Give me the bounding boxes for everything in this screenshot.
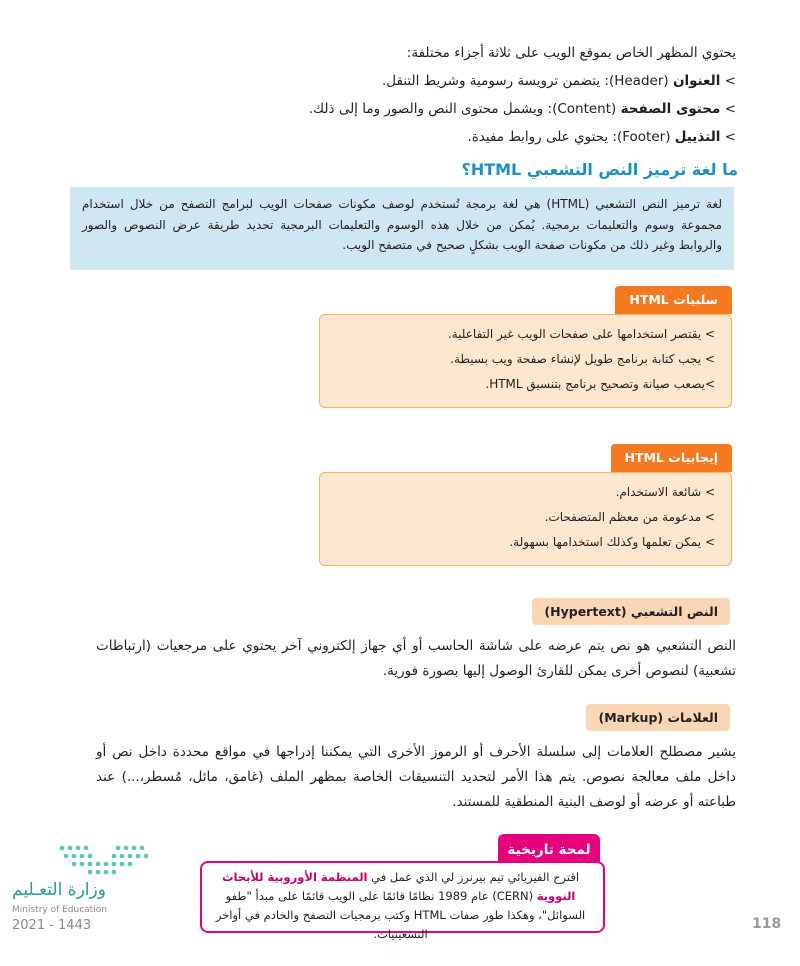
definition-box xyxy=(70,187,734,270)
ministry-name-en: Ministry of Education xyxy=(12,905,107,915)
intro-text: يحتوي المظهر الخاص بموقع الويب على ثلاثة أجزاء مختلفة: xyxy=(406,45,736,61)
cons-item: > يقتصر استخدامها على صفحات الويب غير التفاعلية. xyxy=(447,327,715,341)
intro-desc: (Content): ويشمل محتوى النص والصور وما إلى ذلك. xyxy=(308,101,621,117)
page-number: 118 xyxy=(752,916,782,932)
cons-item: >يصعب صيانة وتصحيح برنامج بتنسيق HTML. xyxy=(485,377,715,391)
ministry-name-ar: وزارة التعـليم xyxy=(12,880,106,900)
intro-item-footer xyxy=(467,127,736,147)
intro-term: التذييل xyxy=(674,129,721,145)
history-highlight: المنظمة الأوروبية للأبحاث النووية xyxy=(221,870,576,903)
cons-title: سلبيات HTML xyxy=(615,286,732,314)
markup-label: العلامات (Markup) xyxy=(586,704,730,731)
pros-item: > شائعة الاستخدام. xyxy=(615,485,715,499)
intro-term: العنوان xyxy=(672,73,721,89)
hypertext-label: النص التشعبي (Hypertext) xyxy=(532,598,730,625)
history-part2: (CERN) عام 1989 نظامًا قائمًا على الويب قائمًا على مبدأ "طفو السوائل"، وهكذا طور صفات HTML وكتب برمجيات التصفح والخادم في أواخر التسعينيات. xyxy=(215,889,586,941)
history-box xyxy=(200,861,605,941)
hypertext-text: النص التشعبي هو نص يتم عرضه على شاشة الحاسب أو أي جهاز إلكتروني آخر يحتوي على مرجعيات (ارتباطات تشعبية) لنصوص أخرى يمكن للقارئ الوصول إليها بصورة فورية. xyxy=(96,638,736,679)
history-text xyxy=(210,868,591,944)
pros-card xyxy=(319,472,732,566)
ministry-logo-icon xyxy=(56,842,152,878)
intro-desc: (Footer): يحتوي على روابط مفيدة. xyxy=(467,129,675,145)
pros-item: > يمكن تعلمها وكذلك استخدامها بسهولة. xyxy=(509,535,715,549)
cons-card xyxy=(319,314,732,408)
definition-text: لغة ترميز النص التشعبي (HTML) هي لغة برمجة تُستخدم لوصف مكونات صفحات الويب لبرامج التصفح من خلال استخدام مجموعة وسوم والتعليمات برمجية. يُمكن من خلال هذه الوسوم والتعليمات البرمجية تحديد طريقة عرض النصوص والصور والروابط وغير ذلك من مكونات صفحة الويب بشكلٍ صحيح في متصفح الويب. xyxy=(82,197,723,252)
pros-title: إيجابيات HTML xyxy=(611,444,733,472)
history-part1: اقترح الفيزيائي تيم بيرنرز لي الذي عمل في xyxy=(367,870,580,884)
intro-term: محتوى الصفحة xyxy=(620,101,721,117)
bullet-marker: > xyxy=(724,101,736,117)
bullet-marker: > xyxy=(724,129,736,145)
pros-item: > مدعومة من معظم المتصفحات. xyxy=(544,510,715,524)
intro-desc: (Header): يتضمن ترويسة رسومية وشريط التنقل. xyxy=(382,73,673,89)
section-title: ما لغة ترميز النص التشعبي HTML؟ xyxy=(461,160,738,179)
markup-text: يشير مصطلح العلامات إلى سلسلة الأحرف أو الرموز الأخرى التي يمكننا إدراجها في مواقع محددة داخل نص أو داخل ملف معالجة نصوص. يتم هذا الأمر لتحديد التنسيقات الخاصة بمظهر الملف (غامق، مائل، مُسطر،...) عند طباعته أو عرضه أو لوصف البنية المنطقية للمستند. xyxy=(96,744,736,810)
intro-item-header xyxy=(382,71,736,91)
ministry-year: 2021 - 1443 xyxy=(12,918,92,933)
cons-item: > يجب كتابة برنامج طويل لإنشاء صفحة ويب بسيطة. xyxy=(450,352,715,366)
bullet-marker: > xyxy=(724,73,736,89)
history-title: لمحة تاريخية xyxy=(498,834,600,866)
intro-item-content xyxy=(309,99,736,119)
